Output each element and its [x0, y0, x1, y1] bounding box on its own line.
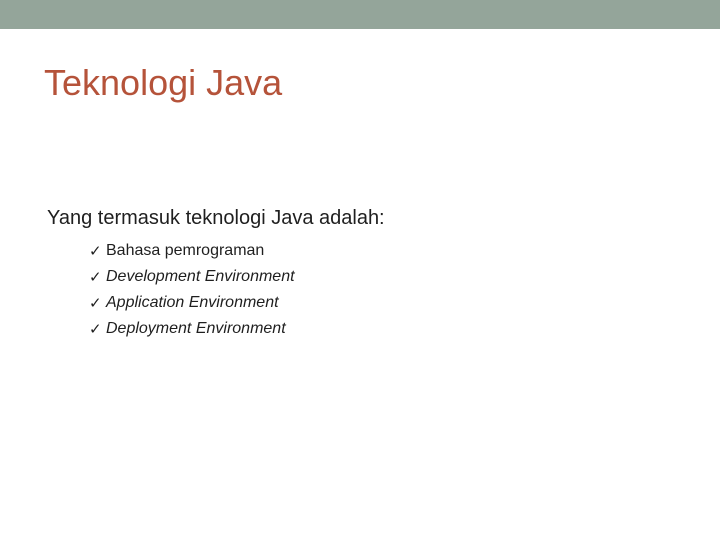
check-icon: ✓: [89, 294, 102, 312]
bullet-text: Bahasa pemrograman: [106, 242, 265, 259]
bullet-list: [47, 238, 687, 342]
bullet-item: [89, 264, 687, 290]
bullet-text: Application Environment: [106, 294, 279, 311]
top-accent-bar: [0, 0, 720, 29]
slide-body: [47, 203, 687, 342]
check-icon: ✓: [89, 320, 102, 338]
check-icon: ✓: [89, 242, 102, 260]
check-icon: ✓: [89, 268, 102, 286]
bullet-text: Development Environment: [106, 268, 295, 285]
intro-text: Yang termasuk teknologi Java adalah:: [47, 207, 385, 229]
bullet-text: Deployment Environment: [106, 320, 286, 337]
bullet-item: [89, 316, 687, 342]
bullet-item: [89, 238, 687, 264]
slide-title: Teknologi Java: [44, 62, 283, 103]
bullet-item: [89, 290, 687, 316]
